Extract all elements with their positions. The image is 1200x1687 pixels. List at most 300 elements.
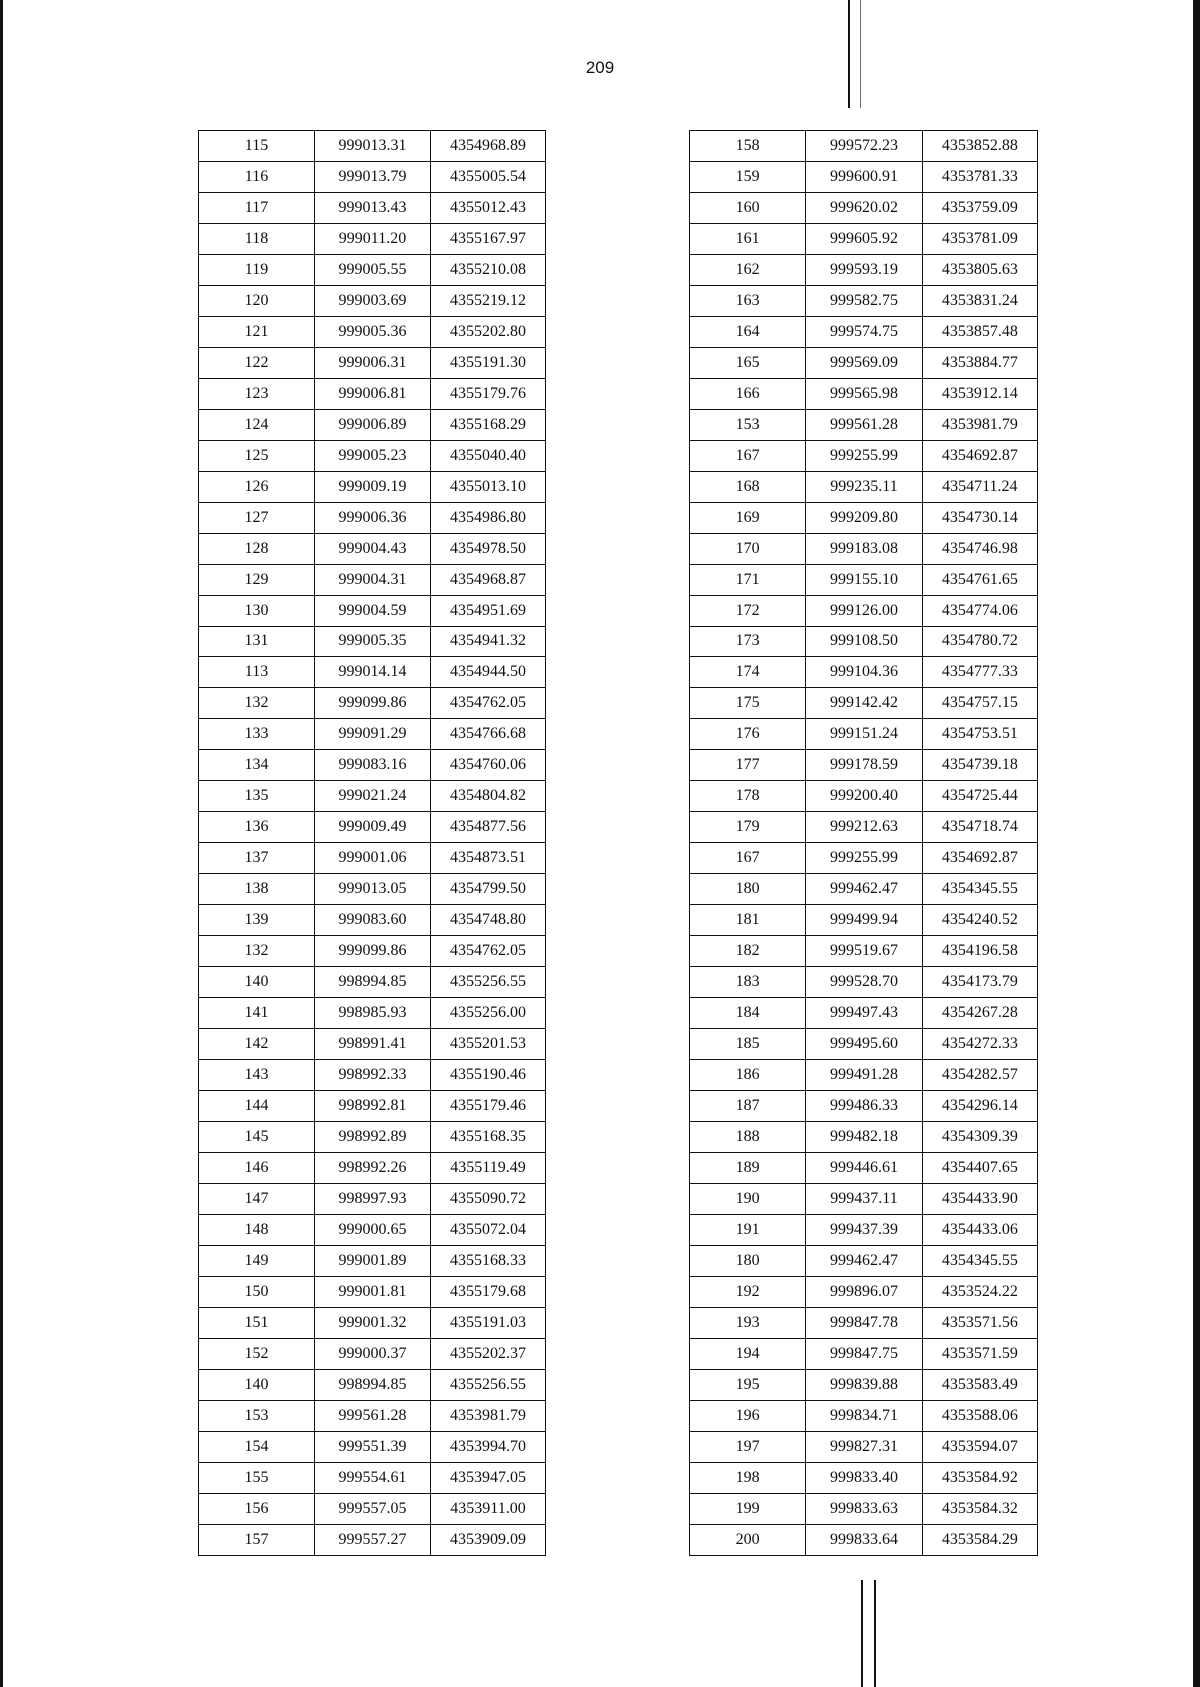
y-coordinate-cell: 4354941.32	[431, 626, 546, 657]
table-row	[690, 657, 1038, 688]
point-number-cell: 142	[199, 1029, 315, 1060]
y-coordinate-cell: 4353805.63	[922, 254, 1037, 285]
x-coordinate-cell: 999108.50	[806, 626, 922, 657]
x-coordinate-cell: 999557.27	[315, 1524, 431, 1555]
x-coordinate-cell: 999620.02	[806, 192, 922, 223]
coordinates-table-left	[198, 130, 546, 1556]
y-coordinate-cell: 4354757.15	[922, 688, 1037, 719]
table-row	[690, 254, 1038, 285]
table-row	[199, 1493, 546, 1524]
x-coordinate-cell: 998991.41	[315, 1029, 431, 1060]
point-number-cell: 162	[690, 254, 806, 285]
y-coordinate-cell: 4355012.43	[431, 192, 546, 223]
y-coordinate-cell: 4354877.56	[431, 812, 546, 843]
point-number-cell: 136	[199, 812, 315, 843]
x-coordinate-cell: 999827.31	[806, 1431, 922, 1462]
x-coordinate-cell: 999099.86	[315, 936, 431, 967]
x-coordinate-cell: 998994.85	[315, 1369, 431, 1400]
point-number-cell: 153	[199, 1400, 315, 1431]
y-coordinate-cell: 4354711.24	[922, 471, 1037, 502]
x-coordinate-cell: 999437.39	[806, 1214, 922, 1245]
y-coordinate-cell: 4355202.80	[431, 316, 546, 347]
y-coordinate-cell: 4353781.09	[922, 223, 1037, 254]
x-coordinate-cell: 999004.59	[315, 595, 431, 626]
table-row	[199, 564, 546, 595]
x-coordinate-cell: 999021.24	[315, 781, 431, 812]
y-coordinate-cell: 4354944.50	[431, 657, 546, 688]
table-row	[690, 626, 1038, 657]
table-row	[690, 1183, 1038, 1214]
point-number-cell: 179	[690, 812, 806, 843]
y-coordinate-cell: 4355179.68	[431, 1276, 546, 1307]
point-number-cell: 166	[690, 378, 806, 409]
y-coordinate-cell: 4354968.89	[431, 131, 546, 162]
x-coordinate-cell: 999013.05	[315, 874, 431, 905]
table-row	[690, 936, 1038, 967]
y-coordinate-cell: 4354173.79	[922, 967, 1037, 998]
table-row	[690, 378, 1038, 409]
y-coordinate-cell: 4355210.08	[431, 254, 546, 285]
point-number-cell: 132	[199, 688, 315, 719]
x-coordinate-cell: 999569.09	[806, 347, 922, 378]
point-number-cell: 196	[690, 1400, 806, 1431]
y-coordinate-cell: 4354739.18	[922, 750, 1037, 781]
point-number-cell: 135	[199, 781, 315, 812]
point-number-cell: 163	[690, 285, 806, 316]
x-coordinate-cell: 999013.31	[315, 131, 431, 162]
y-coordinate-cell: 4354753.51	[922, 719, 1037, 750]
table-row	[199, 1091, 546, 1122]
y-coordinate-cell: 4355168.29	[431, 409, 546, 440]
binding-line-bottom-b	[874, 1580, 876, 1687]
binding-line-bottom-a	[861, 1580, 863, 1687]
x-coordinate-cell: 999896.07	[806, 1276, 922, 1307]
point-number-cell: 140	[199, 967, 315, 998]
x-coordinate-cell: 999551.39	[315, 1431, 431, 1462]
y-coordinate-cell: 4355191.30	[431, 347, 546, 378]
y-coordinate-cell: 4354407.65	[922, 1152, 1037, 1183]
y-coordinate-cell: 4355202.37	[431, 1338, 546, 1369]
y-coordinate-cell: 4354692.87	[922, 440, 1037, 471]
point-number-cell: 183	[690, 967, 806, 998]
point-number-cell: 158	[690, 131, 806, 162]
table-row	[690, 285, 1038, 316]
y-coordinate-cell: 4354692.87	[922, 843, 1037, 874]
table-row	[199, 843, 546, 874]
x-coordinate-cell: 999462.47	[806, 1245, 922, 1276]
table-row	[199, 1338, 546, 1369]
coordinates-table-right	[689, 130, 1038, 1556]
y-coordinate-cell: 4355190.46	[431, 1060, 546, 1091]
y-coordinate-cell: 4354774.06	[922, 595, 1037, 626]
y-coordinate-cell: 4355201.53	[431, 1029, 546, 1060]
point-number-cell: 176	[690, 719, 806, 750]
y-coordinate-cell: 4355167.97	[431, 223, 546, 254]
x-coordinate-cell: 999083.16	[315, 750, 431, 781]
x-coordinate-cell: 999572.23	[806, 131, 922, 162]
point-number-cell: 138	[199, 874, 315, 905]
table-row	[690, 1152, 1038, 1183]
point-number-cell: 140	[199, 1369, 315, 1400]
table-row	[199, 967, 546, 998]
table-row	[199, 254, 546, 285]
table-row	[199, 533, 546, 564]
point-number-cell: 139	[199, 905, 315, 936]
table-row	[690, 471, 1038, 502]
point-number-cell: 120	[199, 285, 315, 316]
point-number-cell: 159	[690, 161, 806, 192]
x-coordinate-cell: 999255.99	[806, 843, 922, 874]
x-coordinate-cell: 999083.60	[315, 905, 431, 936]
table-row	[690, 812, 1038, 843]
x-coordinate-cell: 999183.08	[806, 533, 922, 564]
x-coordinate-cell: 999009.49	[315, 812, 431, 843]
y-coordinate-cell: 4354725.44	[922, 781, 1037, 812]
y-coordinate-cell: 4354267.28	[922, 998, 1037, 1029]
y-coordinate-cell: 4353594.07	[922, 1431, 1037, 1462]
point-number-cell: 195	[690, 1369, 806, 1400]
y-coordinate-cell: 4355179.46	[431, 1091, 546, 1122]
x-coordinate-cell: 999486.33	[806, 1091, 922, 1122]
table-row	[690, 533, 1038, 564]
point-number-cell: 126	[199, 471, 315, 502]
point-number-cell: 125	[199, 440, 315, 471]
point-number-cell: 149	[199, 1245, 315, 1276]
binding-line-top-b	[860, 0, 861, 108]
y-coordinate-cell: 4353909.09	[431, 1524, 546, 1555]
table-row	[199, 1183, 546, 1214]
y-coordinate-cell: 4354433.06	[922, 1214, 1037, 1245]
point-number-cell: 200	[690, 1524, 806, 1555]
x-coordinate-cell: 999009.19	[315, 471, 431, 502]
y-coordinate-cell: 4354345.55	[922, 874, 1037, 905]
y-coordinate-cell: 4354951.69	[431, 595, 546, 626]
x-coordinate-cell: 999001.81	[315, 1276, 431, 1307]
table-row	[199, 905, 546, 936]
table-row	[199, 347, 546, 378]
binding-line-top-a	[848, 0, 850, 108]
table-row	[690, 843, 1038, 874]
y-coordinate-cell: 4353583.49	[922, 1369, 1037, 1400]
x-coordinate-cell: 999462.47	[806, 874, 922, 905]
y-coordinate-cell: 4354433.90	[922, 1183, 1037, 1214]
x-coordinate-cell: 999255.99	[806, 440, 922, 471]
table-row	[690, 719, 1038, 750]
point-number-cell: 156	[199, 1493, 315, 1524]
table-row	[690, 1276, 1038, 1307]
x-coordinate-cell: 999142.42	[806, 688, 922, 719]
x-coordinate-cell: 999006.36	[315, 502, 431, 533]
point-number-cell: 187	[690, 1091, 806, 1122]
point-number-cell: 167	[690, 843, 806, 874]
y-coordinate-cell: 4353584.32	[922, 1493, 1037, 1524]
y-coordinate-cell: 4354730.14	[922, 502, 1037, 533]
table-row	[199, 285, 546, 316]
point-number-cell: 145	[199, 1122, 315, 1153]
table-row	[690, 161, 1038, 192]
x-coordinate-cell: 999001.89	[315, 1245, 431, 1276]
y-coordinate-cell: 4355168.33	[431, 1245, 546, 1276]
table-row	[690, 1524, 1038, 1555]
x-coordinate-cell: 999200.40	[806, 781, 922, 812]
x-coordinate-cell: 999006.89	[315, 409, 431, 440]
table-row	[690, 1462, 1038, 1493]
y-coordinate-cell: 4355072.04	[431, 1214, 546, 1245]
x-coordinate-cell: 999235.11	[806, 471, 922, 502]
y-coordinate-cell: 4355256.55	[431, 967, 546, 998]
x-coordinate-cell: 998992.89	[315, 1122, 431, 1153]
point-number-cell: 177	[690, 750, 806, 781]
table-row	[199, 316, 546, 347]
y-coordinate-cell: 4355168.35	[431, 1122, 546, 1153]
point-number-cell: 133	[199, 719, 315, 750]
x-coordinate-cell: 999605.92	[806, 223, 922, 254]
point-number-cell: 157	[199, 1524, 315, 1555]
point-number-cell: 175	[690, 688, 806, 719]
point-number-cell: 129	[199, 564, 315, 595]
y-coordinate-cell: 4353571.56	[922, 1307, 1037, 1338]
table-row	[690, 595, 1038, 626]
point-number-cell: 122	[199, 347, 315, 378]
y-coordinate-cell: 4354762.05	[431, 936, 546, 967]
point-number-cell: 165	[690, 347, 806, 378]
x-coordinate-cell: 999491.28	[806, 1060, 922, 1091]
x-coordinate-cell: 999600.91	[806, 161, 922, 192]
table-row	[199, 1122, 546, 1153]
y-coordinate-cell: 4354873.51	[431, 843, 546, 874]
table-row	[690, 1245, 1038, 1276]
scan-edge-left	[0, 0, 3, 1687]
table-row	[199, 657, 546, 688]
table-row	[199, 1400, 546, 1431]
y-coordinate-cell: 4355013.10	[431, 471, 546, 502]
y-coordinate-cell: 4353947.05	[431, 1462, 546, 1493]
x-coordinate-cell: 998994.85	[315, 967, 431, 998]
point-number-cell: 153	[690, 409, 806, 440]
table-row	[690, 440, 1038, 471]
y-coordinate-cell: 4354761.65	[922, 564, 1037, 595]
x-coordinate-cell: 999014.14	[315, 657, 431, 688]
x-coordinate-cell: 998992.81	[315, 1091, 431, 1122]
point-number-cell: 124	[199, 409, 315, 440]
point-number-cell: 113	[199, 657, 315, 688]
point-number-cell: 190	[690, 1183, 806, 1214]
point-number-cell: 144	[199, 1091, 315, 1122]
table-row	[199, 192, 546, 223]
table-row	[690, 967, 1038, 998]
table-row	[199, 936, 546, 967]
table-row	[199, 626, 546, 657]
point-number-cell: 164	[690, 316, 806, 347]
x-coordinate-cell: 999482.18	[806, 1122, 922, 1153]
y-coordinate-cell: 4354345.55	[922, 1245, 1037, 1276]
x-coordinate-cell: 998992.26	[315, 1152, 431, 1183]
y-coordinate-cell: 4353584.92	[922, 1462, 1037, 1493]
table-row	[690, 564, 1038, 595]
y-coordinate-cell: 4354978.50	[431, 533, 546, 564]
x-coordinate-cell: 999099.86	[315, 688, 431, 719]
table-row	[690, 1122, 1038, 1153]
x-coordinate-cell: 999833.63	[806, 1493, 922, 1524]
point-number-cell: 116	[199, 161, 315, 192]
point-number-cell: 198	[690, 1462, 806, 1493]
point-number-cell: 174	[690, 657, 806, 688]
x-coordinate-cell: 999497.43	[806, 998, 922, 1029]
point-number-cell: 119	[199, 254, 315, 285]
point-number-cell: 185	[690, 1029, 806, 1060]
point-number-cell: 180	[690, 1245, 806, 1276]
scan-edge-right	[1193, 0, 1200, 1687]
x-coordinate-cell: 999013.79	[315, 161, 431, 192]
x-coordinate-cell: 999833.64	[806, 1524, 922, 1555]
x-coordinate-cell: 999001.32	[315, 1307, 431, 1338]
table-row	[199, 471, 546, 502]
x-coordinate-cell: 999104.36	[806, 657, 922, 688]
point-number-cell: 127	[199, 502, 315, 533]
x-coordinate-cell: 999006.81	[315, 378, 431, 409]
table-row	[690, 1307, 1038, 1338]
x-coordinate-cell: 999519.67	[806, 936, 922, 967]
x-coordinate-cell: 999446.61	[806, 1152, 922, 1183]
table-row	[199, 1462, 546, 1493]
y-coordinate-cell: 4354718.74	[922, 812, 1037, 843]
y-coordinate-cell: 4354748.80	[431, 905, 546, 936]
table-row	[690, 131, 1038, 162]
y-coordinate-cell: 4355256.00	[431, 998, 546, 1029]
y-coordinate-cell: 4354968.87	[431, 564, 546, 595]
y-coordinate-cell: 4354777.33	[922, 657, 1037, 688]
table-row	[199, 1152, 546, 1183]
y-coordinate-cell: 4354296.14	[922, 1091, 1037, 1122]
x-coordinate-cell: 999005.23	[315, 440, 431, 471]
point-number-cell: 151	[199, 1307, 315, 1338]
table-row	[199, 1524, 546, 1555]
table-row	[690, 688, 1038, 719]
y-coordinate-cell: 4354272.33	[922, 1029, 1037, 1060]
point-number-cell: 173	[690, 626, 806, 657]
y-coordinate-cell: 4354746.98	[922, 533, 1037, 564]
x-coordinate-cell: 999004.43	[315, 533, 431, 564]
table-row	[199, 131, 546, 162]
point-number-cell: 143	[199, 1060, 315, 1091]
table-row	[199, 1029, 546, 1060]
table-row	[690, 750, 1038, 781]
point-number-cell: 146	[199, 1152, 315, 1183]
point-number-cell: 147	[199, 1183, 315, 1214]
y-coordinate-cell: 4353994.70	[431, 1431, 546, 1462]
point-number-cell: 152	[199, 1338, 315, 1369]
point-number-cell: 192	[690, 1276, 806, 1307]
x-coordinate-cell: 999091.29	[315, 719, 431, 750]
table-row	[199, 781, 546, 812]
table-row	[199, 1276, 546, 1307]
y-coordinate-cell: 4353857.48	[922, 316, 1037, 347]
point-number-cell: 180	[690, 874, 806, 905]
table-row	[690, 1029, 1038, 1060]
x-coordinate-cell: 999495.60	[806, 1029, 922, 1060]
x-coordinate-cell: 999209.80	[806, 502, 922, 533]
x-coordinate-cell: 999593.19	[806, 254, 922, 285]
y-coordinate-cell: 4355090.72	[431, 1183, 546, 1214]
point-number-cell: 141	[199, 998, 315, 1029]
point-number-cell: 194	[690, 1338, 806, 1369]
table-row	[199, 502, 546, 533]
point-number-cell: 118	[199, 223, 315, 254]
table-row	[199, 998, 546, 1029]
point-number-cell: 117	[199, 192, 315, 223]
y-coordinate-cell: 4353981.79	[431, 1400, 546, 1431]
table-row	[199, 688, 546, 719]
table-row	[199, 1245, 546, 1276]
x-coordinate-cell: 999554.61	[315, 1462, 431, 1493]
table-row	[690, 874, 1038, 905]
x-coordinate-cell: 999847.78	[806, 1307, 922, 1338]
point-number-cell: 186	[690, 1060, 806, 1091]
table-row	[690, 347, 1038, 378]
table-row	[690, 1400, 1038, 1431]
table-row	[690, 1369, 1038, 1400]
x-coordinate-cell: 999005.36	[315, 316, 431, 347]
page-number: 209	[585, 58, 615, 77]
point-number-cell: 170	[690, 533, 806, 564]
y-coordinate-cell: 4353524.22	[922, 1276, 1037, 1307]
table-row	[690, 192, 1038, 223]
table-row	[199, 1307, 546, 1338]
y-coordinate-cell: 4355119.49	[431, 1152, 546, 1183]
y-coordinate-cell: 4353852.88	[922, 131, 1037, 162]
y-coordinate-cell: 4353884.77	[922, 347, 1037, 378]
y-coordinate-cell: 4354240.52	[922, 905, 1037, 936]
x-coordinate-cell: 999151.24	[806, 719, 922, 750]
x-coordinate-cell: 999004.31	[315, 564, 431, 595]
y-coordinate-cell: 4354799.50	[431, 874, 546, 905]
point-number-cell: 148	[199, 1214, 315, 1245]
table-row	[690, 1214, 1038, 1245]
point-number-cell: 172	[690, 595, 806, 626]
point-number-cell: 161	[690, 223, 806, 254]
y-coordinate-cell: 4354986.80	[431, 502, 546, 533]
table-row	[690, 1060, 1038, 1091]
point-number-cell: 171	[690, 564, 806, 595]
y-coordinate-cell: 4354309.39	[922, 1122, 1037, 1153]
point-number-cell: 123	[199, 378, 315, 409]
x-coordinate-cell: 999178.59	[806, 750, 922, 781]
table-row	[199, 750, 546, 781]
point-number-cell: 137	[199, 843, 315, 874]
y-coordinate-cell: 4354282.57	[922, 1060, 1037, 1091]
table-row	[199, 409, 546, 440]
point-number-cell: 199	[690, 1493, 806, 1524]
point-number-cell: 128	[199, 533, 315, 564]
point-number-cell: 155	[199, 1462, 315, 1493]
table-row	[199, 378, 546, 409]
table-row	[199, 719, 546, 750]
table-row	[199, 595, 546, 626]
point-number-cell: 184	[690, 998, 806, 1029]
x-coordinate-cell: 999499.94	[806, 905, 922, 936]
point-number-cell: 121	[199, 316, 315, 347]
x-coordinate-cell: 998997.93	[315, 1183, 431, 1214]
point-number-cell: 115	[199, 131, 315, 162]
point-number-cell: 181	[690, 905, 806, 936]
point-number-cell: 134	[199, 750, 315, 781]
x-coordinate-cell: 999834.71	[806, 1400, 922, 1431]
point-number-cell: 188	[690, 1122, 806, 1153]
x-coordinate-cell: 999011.20	[315, 223, 431, 254]
y-coordinate-cell: 4353571.59	[922, 1338, 1037, 1369]
table-row	[690, 223, 1038, 254]
x-coordinate-cell: 999565.98	[806, 378, 922, 409]
